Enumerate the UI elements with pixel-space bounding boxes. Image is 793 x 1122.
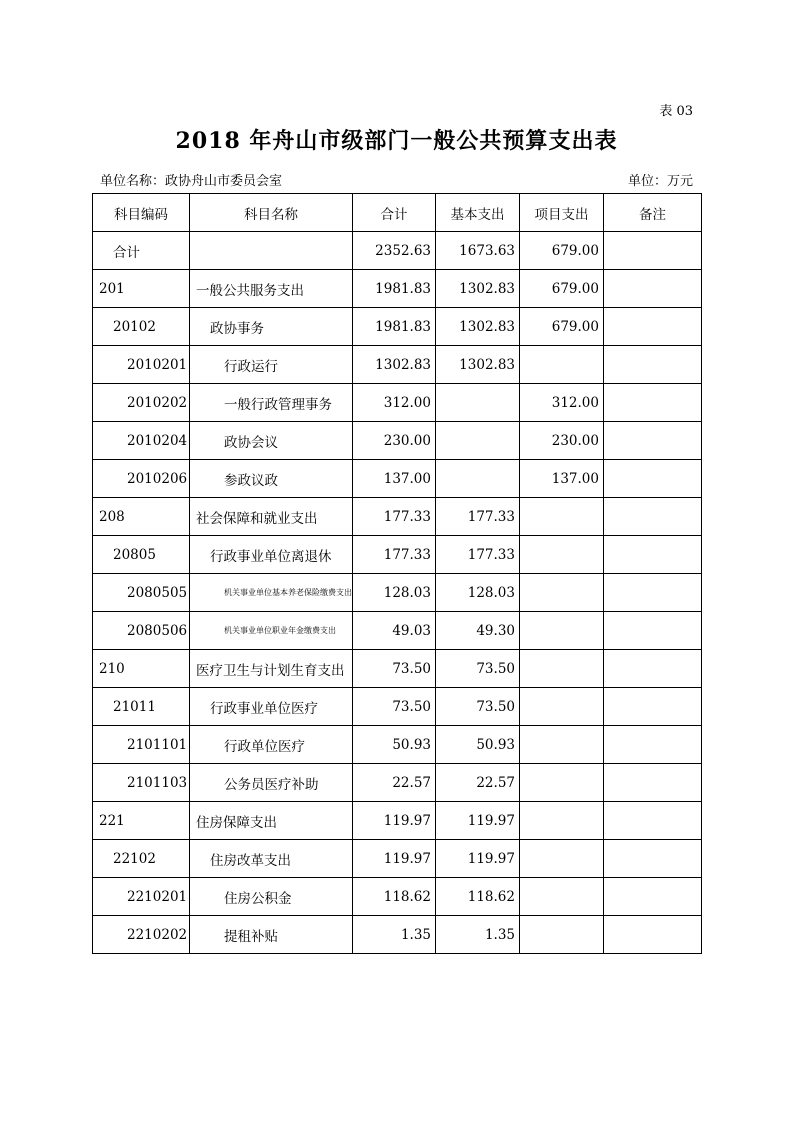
cell-note: [604, 840, 702, 878]
table-row: [93, 802, 702, 840]
cell-name: 公务员医疗补助: [190, 764, 353, 802]
table-row: [93, 232, 702, 270]
cell-note: [604, 498, 702, 536]
cell-code: 2010206: [93, 460, 190, 498]
cell-project: 230.00: [520, 422, 604, 460]
cell-basic: 73.50: [436, 650, 520, 688]
table-body: [93, 232, 702, 954]
cell-code: 20102: [93, 308, 190, 346]
table-row: [93, 384, 702, 422]
cell-total: 49.03: [353, 612, 436, 650]
column-header-basic: 基本支出: [436, 194, 520, 232]
cell-name: 住房保障支出: [190, 802, 353, 840]
cell-code: 21011: [93, 688, 190, 726]
cell-total: 230.00: [353, 422, 436, 460]
cell-project: [520, 536, 604, 574]
table-row: [93, 460, 702, 498]
cell-project: [520, 878, 604, 916]
cell-basic: 1302.83: [436, 308, 520, 346]
column-header-note: 备注: [604, 194, 702, 232]
cell-code: 210: [93, 650, 190, 688]
cell-name: 机关事业单位基本养老保险缴费支出: [190, 574, 353, 612]
cell-total: 128.03: [353, 574, 436, 612]
cell-project: 679.00: [520, 308, 604, 346]
cell-total: 1.35: [353, 916, 436, 954]
cell-note: [604, 308, 702, 346]
table-row: [93, 498, 702, 536]
cell-project: 679.00: [520, 232, 604, 270]
cell-total: 177.33: [353, 498, 436, 536]
cell-basic: 128.03: [436, 574, 520, 612]
table-row: [93, 612, 702, 650]
cell-name: 机关事业单位职业年金缴费支出: [190, 612, 353, 650]
cell-basic: 118.62: [436, 878, 520, 916]
table-row: [93, 840, 702, 878]
cell-total: 2352.63: [353, 232, 436, 270]
cell-basic: 119.97: [436, 840, 520, 878]
cell-code: 2210202: [93, 916, 190, 954]
table-row: [93, 764, 702, 802]
column-header-project: 项目支出: [520, 194, 604, 232]
cell-code: 2210201: [93, 878, 190, 916]
cell-note: [604, 270, 702, 308]
page-title: 2018 年舟山市级部门一般公共预算支出表: [175, 128, 618, 154]
cell-note: [604, 726, 702, 764]
cell-total: 119.97: [353, 802, 436, 840]
cell-total: 137.00: [353, 460, 436, 498]
cell-note: [604, 916, 702, 954]
cell-note: [604, 536, 702, 574]
cell-project: [520, 840, 604, 878]
table-row: [93, 688, 702, 726]
unit-name-label: 单位名称：政协舟山市委员会室: [100, 174, 283, 189]
table-row: [93, 422, 702, 460]
cell-name: 行政事业单位医疗: [190, 688, 353, 726]
column-header-name: 科目名称: [190, 194, 353, 232]
cell-basic: 50.93: [436, 726, 520, 764]
cell-project: [520, 650, 604, 688]
cell-code: 2080506: [93, 612, 190, 650]
cell-name: 一般行政管理事务: [190, 384, 353, 422]
cell-name: 参政议政: [190, 460, 353, 498]
table-row: [93, 536, 702, 574]
cell-project: [520, 498, 604, 536]
cell-basic: [436, 422, 520, 460]
currency-unit-label: 单位：万元: [627, 174, 693, 189]
table-row: [93, 650, 702, 688]
cell-code: 2010204: [93, 422, 190, 460]
cell-note: [604, 688, 702, 726]
cell-note: [604, 232, 702, 270]
cell-name: 提租补贴: [190, 916, 353, 954]
cell-name: 医疗卫生与计划生育支出: [190, 650, 353, 688]
cell-project: [520, 726, 604, 764]
cell-total: 312.00: [353, 384, 436, 422]
cell-name: 行政单位医疗: [190, 726, 353, 764]
cell-basic: 1673.63: [436, 232, 520, 270]
cell-note: [604, 878, 702, 916]
cell-code: 2010201: [93, 346, 190, 384]
cell-name: 行政事业单位离退休: [190, 536, 353, 574]
cell-code: 2080505: [93, 574, 190, 612]
cell-project: [520, 688, 604, 726]
cell-note: [604, 460, 702, 498]
table-row: [93, 270, 702, 308]
cell-total: 22.57: [353, 764, 436, 802]
table-row: [93, 726, 702, 764]
cell-project: [520, 916, 604, 954]
column-header-code: 科目编码: [93, 194, 190, 232]
table-row: [93, 308, 702, 346]
cell-code: 221: [93, 802, 190, 840]
cell-name: 政协会议: [190, 422, 353, 460]
cell-code: 208: [93, 498, 190, 536]
cell-project: 137.00: [520, 460, 604, 498]
cell-code: 201: [93, 270, 190, 308]
cell-basic: 119.97: [436, 802, 520, 840]
cell-total: 119.97: [353, 840, 436, 878]
cell-name: 政协事务: [190, 308, 353, 346]
cell-note: [604, 574, 702, 612]
table-row: [93, 574, 702, 612]
table-row: [93, 878, 702, 916]
cell-total: 1981.83: [353, 270, 436, 308]
cell-basic: [436, 460, 520, 498]
cell-basic: 73.50: [436, 688, 520, 726]
cell-name: 一般公共服务支出: [190, 270, 353, 308]
cell-total: 73.50: [353, 650, 436, 688]
table-number: 表 03: [659, 104, 693, 119]
cell-code: 22102: [93, 840, 190, 878]
table-row: [93, 916, 702, 954]
cell-total: 50.93: [353, 726, 436, 764]
cell-name: 行政运行: [190, 346, 353, 384]
cell-total: 1302.83: [353, 346, 436, 384]
cell-name: 社会保障和就业支出: [190, 498, 353, 536]
cell-basic: 1302.83: [436, 270, 520, 308]
cell-project: 312.00: [520, 384, 604, 422]
cell-basic: 177.33: [436, 498, 520, 536]
cell-note: [604, 650, 702, 688]
cell-project: [520, 346, 604, 384]
cell-project: 679.00: [520, 270, 604, 308]
cell-basic: 49.30: [436, 612, 520, 650]
cell-total: 73.50: [353, 688, 436, 726]
cell-basic: 1.35: [436, 916, 520, 954]
cell-basic: 1302.83: [436, 346, 520, 384]
cell-project: [520, 612, 604, 650]
table-header-row: [93, 194, 702, 232]
cell-basic: 22.57: [436, 764, 520, 802]
cell-project: [520, 574, 604, 612]
cell-note: [604, 422, 702, 460]
cell-name: 住房改革支出: [190, 840, 353, 878]
column-header-total: 合计: [353, 194, 436, 232]
cell-note: [604, 802, 702, 840]
cell-note: [604, 612, 702, 650]
cell-basic: 177.33: [436, 536, 520, 574]
cell-note: [604, 764, 702, 802]
cell-code: 2010202: [93, 384, 190, 422]
cell-project: [520, 764, 604, 802]
table-row: [93, 346, 702, 384]
cell-project: [520, 802, 604, 840]
cell-total: 1981.83: [353, 308, 436, 346]
cell-name: 住房公积金: [190, 878, 353, 916]
cell-note: [604, 346, 702, 384]
cell-code: 20805: [93, 536, 190, 574]
cell-note: [604, 384, 702, 422]
budget-table: [92, 193, 702, 954]
cell-basic: [436, 384, 520, 422]
cell-code: 合计: [93, 232, 190, 270]
cell-total: 118.62: [353, 878, 436, 916]
cell-total: 177.33: [353, 536, 436, 574]
cell-code: 2101101: [93, 726, 190, 764]
cell-code: 2101103: [93, 764, 190, 802]
cell-name: [190, 232, 353, 270]
